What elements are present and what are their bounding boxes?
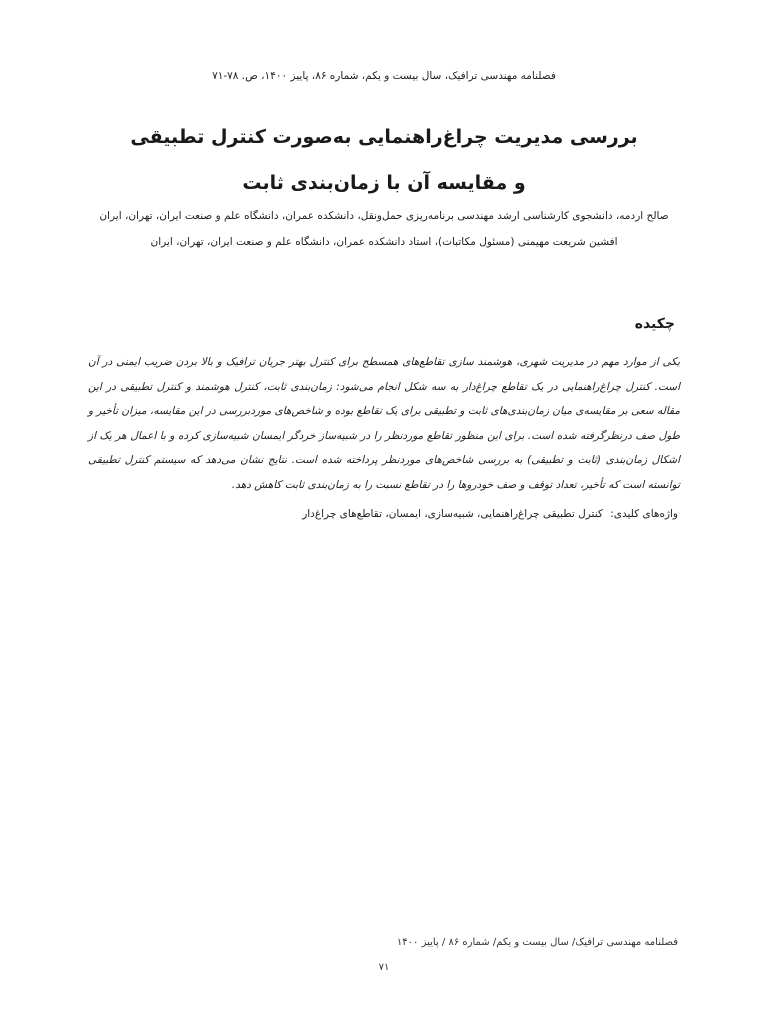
keywords-label: واژه‌های کلیدی: — [610, 508, 678, 520]
author-affiliation-2: افشین شریعت مهیمنی (مسئول مکاتبات)، استاد دانشکده عمران، دانشگاه علم و صنعت ایران، تهران، ایران — [150, 236, 618, 248]
author-affiliation-1: صالح اردمه، دانشجوی کارشناسی ارشد مهندسی برنامه‌ریزی حمل‌ونقل، دانشکده عمران، دانشگاه علم و صنعت ایران، تهران، ایران — [99, 210, 669, 222]
keywords-text: کنترل تطبیقی چراغ‌راهنمایی، شبیه‌سازی، ایمسان، تقاطع‌های چراغ‌دار — [302, 508, 603, 520]
paper-title-line-2: و مقایسه آن با زمان‌بندی ثابت — [242, 172, 526, 194]
keywords-line — [302, 508, 678, 520]
running-head: فصلنامه مهندسی ترافیک، سال بیست و یکم، شماره ۸۶، پاییز ۱۴۰۰، ص. ۷۸-۷۱ — [212, 70, 556, 82]
paper-title-line-1: بررسی مدیریت چراغ‌راهنمایی به‌صورت کنترل تطبیقی — [130, 126, 638, 148]
abstract-body: یکی از موارد مهم در مدیریت شهری، هوشمند سازی تقاطع‌های همسطح برای کنترل بهتر جریان ترافیک و بالا بردن ضریب ایمنی در آن است. کنترل چراغ‌راهنمایی در یک تقاطع چراغ‌دار به سه شکل انجام می‌شود: زمان‌بندی ثابت، کنترل هوشمند و کنترل تطبیقی در این مقاله سعی بر مقایسه‌ی میان زمان‌بندی‌های ثابت و تطبیقی برای یک تقاطع بوده و شاخص‌های موردبررسی در این مقایسه، میزان تأخیر و طول صف درنظرگرفته شده است. برای این منظور تقاطع موردنظر را در شبیه‌ساز خردگر ایمسان شبیه‌سازی کرده و با اعمال هر یک از اشکال زمان‌بندی (ثابت و تطبیقی) به بررسی شاخص‌های موردنظر پرداخته شده است. نتایج نشان می‌دهد که سیستم کنترل تطبیقی توانسته است که تأخیر، تعداد توقف و صف خودروها را در تقاطع نسبت را به زمان‌بندی ثابت کاهش دهد. — [88, 356, 680, 491]
footer-journal-reference: فصلنامه مهندسی ترافیک/ سال بیست و یکم/ شماره ۸۶ / پاییز ۱۴۰۰ — [396, 937, 678, 948]
abstract-heading: چکیده — [634, 316, 675, 332]
page-number: ۷۱ — [378, 962, 390, 973]
